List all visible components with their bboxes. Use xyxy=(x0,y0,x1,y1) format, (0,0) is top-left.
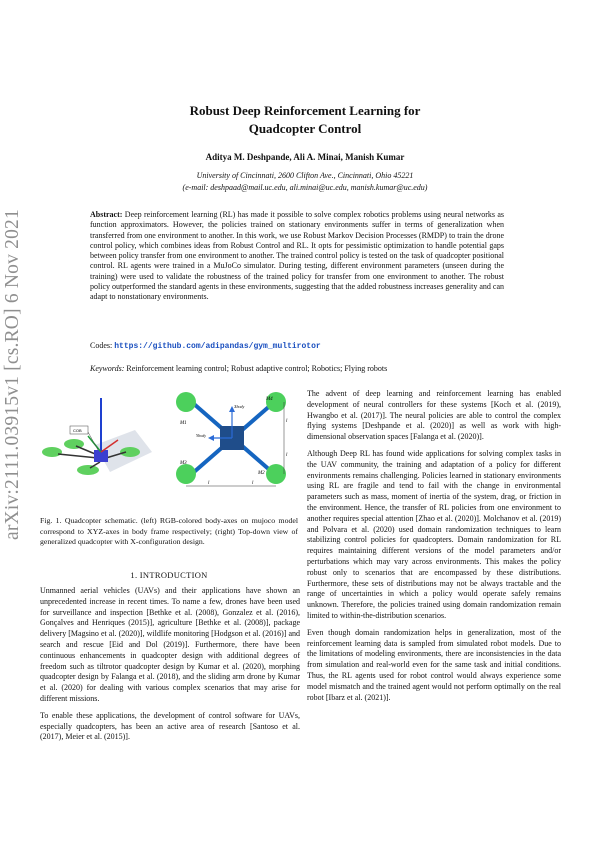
dim-l-right-top: l xyxy=(286,419,288,424)
paragraph: Even though domain randomization helps in generalization, most of the reinforcement learning data is sampled from simulated robot models. Due to the limitations of modeling environments, there are inconsistencies in the data from simulation and real-world even for the same task and initial conditions. Thus, the RL agents used for robot control would always experience some model mismatch and the trained agent would not perform optimally on the real robot [Ibarz et al. (2021)]. xyxy=(307,627,561,702)
title-line-1: Robust Deep Reinforcement Learning for xyxy=(189,103,421,118)
keywords-text: Reinforcement learning control; Robust adaptive control; Robotics; Flying robots xyxy=(126,364,388,373)
keywords-line xyxy=(90,364,387,373)
keywords-label: Keywords: xyxy=(90,364,125,373)
paragraph: The advent of deep learning and reinforcement learning has enabled development of neural controllers for these systems [Koch et al. (2019), Hwangbo et al. (2017)]. The neural policies are able to control the complex flying systems [Deshpande et al. (2020)] as well as work with high-dimensional observation spaces [Falanga et al. (2020)]. xyxy=(307,389,561,442)
paragraph: To enable these applications, the development of control software for UAVs, especially quadcopters, has been an active area of research [Santoso et al. (2017), Meier et al. (2015)]. xyxy=(40,710,300,742)
codes-label: Codes: xyxy=(90,341,115,350)
quadcopter-schematic-diagram xyxy=(172,390,292,490)
abstract xyxy=(90,210,504,303)
section-heading: 1. INTRODUCTION xyxy=(130,570,208,580)
abstract-text: Deep reinforcement learning (RL) has made it possible to solve complex robotics problems using neural networks as function approximators. However, the policies trained on stationary environments suffer in terms of generalization when transferred from one environment to another. In this work, we use Robust Markov Decision Processes (RMDP) to train the drone control policy, which combines ideas from Robust Control and RL. It opts for pessimistic optimization to handle potential gaps between policy transfer from one environment to another. The trained control policy is tested on the task of quadcopter positional control. RL agents were trained in a MuJoCo simulator. During testing, different environment parameters (unseen during the training) were used to validate the robustness of the trained policy for transfer from one environment to another. The robust policy outperformed the standard agents in these environments, suggesting that the added robustness increases generality and can adapt to nonstationary environments. xyxy=(90,210,505,302)
quadcopter-render-image xyxy=(40,390,160,490)
figure-caption: Fig. 1. Quadcopter schematic. (left) RGB-colored body-axes on mujoco model correspond to XYZ-axes in body frame respectively; (right) Top-down view of generalized quadcopter with X-configuration design. xyxy=(40,516,298,547)
m4-label: M4 xyxy=(266,397,273,402)
m1-label: M1 xyxy=(180,421,187,426)
right-column xyxy=(307,389,561,709)
emails: (e-mail: deshpaad@mail.uc.edu, ali.minai@uc.edu, manish.kumar@uc.edu) xyxy=(182,183,428,192)
m3-label: M3 xyxy=(180,461,187,466)
title-line-2: Quadcopter Control xyxy=(248,121,362,136)
authors: Aditya M. Deshpande, Ali A. Minai, Manish Kumar xyxy=(205,152,405,162)
code-link[interactable]: https://github.com/adipandas/gym_multirotor xyxy=(114,342,321,351)
dim-l-right-bottom: l xyxy=(286,453,288,458)
arxiv-identifier: arXiv:2111.03915v1 [cs.RO] 6 Nov 2021 xyxy=(2,209,23,540)
left-column xyxy=(40,586,300,749)
dim-l-bottom-left: l xyxy=(208,481,210,486)
m2-label: M2 xyxy=(258,471,265,476)
paper-title xyxy=(90,102,520,138)
dim-l-bottom-right: l xyxy=(252,481,254,486)
paragraph: Unmanned aerial vehicles (UAVs) and their applications have shown an unprecedented increase in recent times. To name a few, drones have been used for surveillance and inspection [Bethke et al. (2008), Gonzalez et al. (2016), Gonçalves and Henriques (2015)], agriculture [Bethke et al. (2008)], package delivery [Magsino et al. (2020)], wildlife monitoring [Hodgson et al. (2016)] and search and rescue [Eid and Dol (2019)]. Furthermore, there have been continuous enhancements in quadcopter design with additional degrees of freedom such as tiltrotor quadcopter design by Kumar et al. (2020), morphing quadcopter design by Falanga et al. (2018), and the sliding arm drone by Kumar et al. (2020) for dealing with various complex scenarios that may arise for different missions. xyxy=(40,586,300,703)
y-body-label: Ybody xyxy=(196,433,206,438)
cob-label: COB xyxy=(73,428,82,433)
x-body-label: Xbody xyxy=(234,404,245,409)
codes-line xyxy=(90,341,321,351)
figure-1 xyxy=(40,390,296,492)
affiliation-block xyxy=(90,170,520,194)
affiliation: University of Cincinnati, 2600 Clifton Ave., Cincinnati, Ohio 45221 xyxy=(196,171,414,180)
paragraph: Although Deep RL has found wide applications for solving complex tasks in the UAV community, the training and adaptation of a policy for different environments remains challenging. Policies learned in stationary environments using RL are fragile and tend to fail with the change in environmental parameters such as mass, moment of inertia of the system, drag, or friction in the environment. Hence, the transfer of RL policies from one environment to another requires special attention [Zhao et al. (2020)]. Molchanov et al. (2019) and Polvara et al. (2020) used domain randomization techniques to learn stabilizing control policies for quadcopters. Domain randomization for RL requires maintaining different versions of the model parameters and/or perturbations which may vary across environments. This makes the policy robust only to scenarios that are encompassed by these distributions. Furthermore, these sets of distributions may not be always tractable and the range of uncertainties in which a policy would operate safely remains unknown. Therefore, the policies trained using domain randomization remain limited to within-the-distribution scenarios. xyxy=(307,448,561,620)
abstract-label: Abstract: xyxy=(90,210,123,219)
